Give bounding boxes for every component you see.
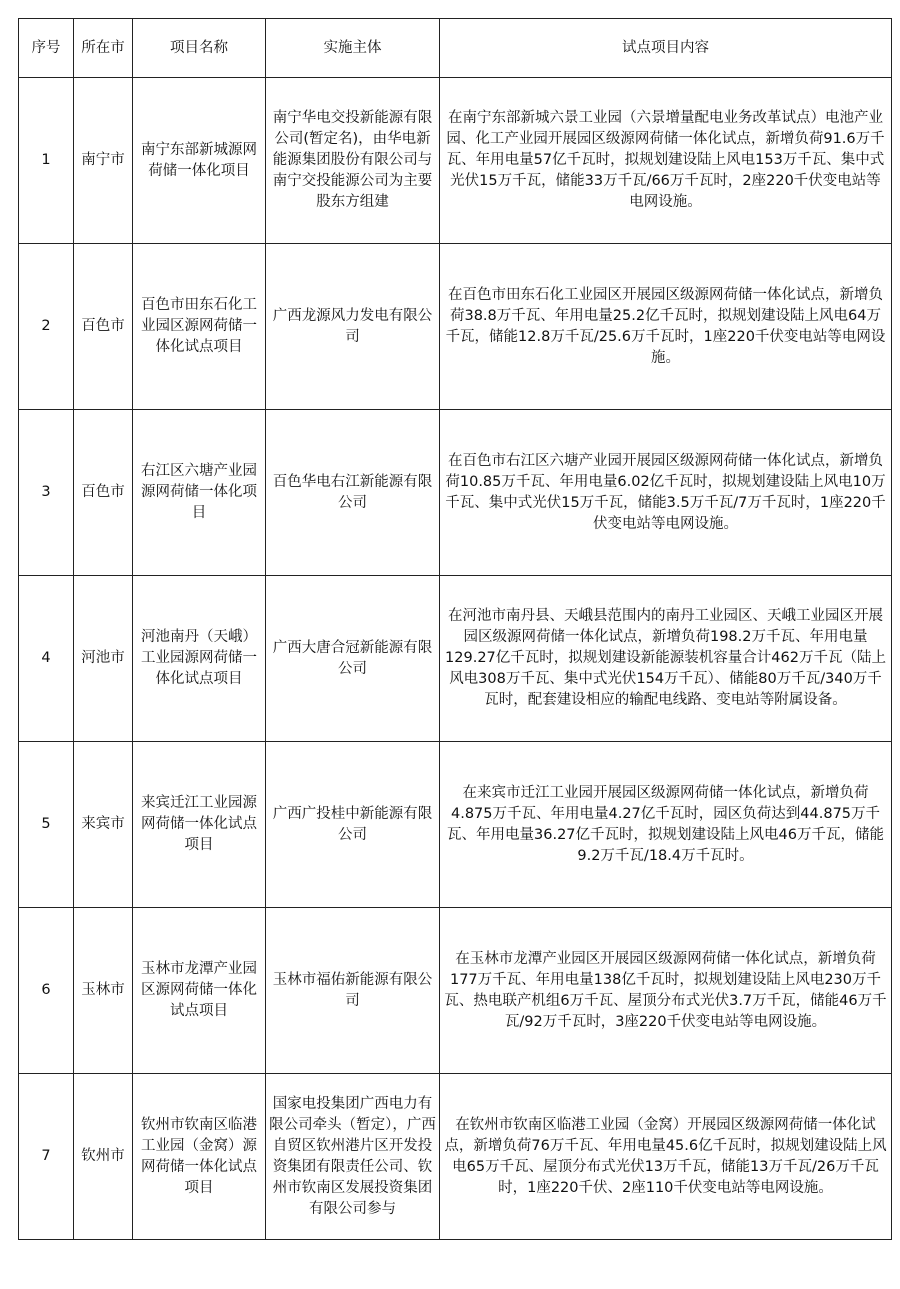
cell-no: 7 — [19, 1074, 74, 1240]
cell-no: 2 — [19, 244, 74, 410]
table-row — [19, 78, 892, 244]
cell-content: 在百色市右江区六塘产业园开展园区级源网荷储一体化试点，新增负荷10.85万千瓦、年用电量6.02亿千瓦时，拟规划建设陆上风电10万千瓦、集中式光伏15万千瓦，储能3.5万千瓦/7万千瓦时，1座220千伏变电站等电网设施。 — [440, 410, 892, 576]
cell-content: 在钦州市钦南区临港工业园（金窝）开展园区级源网荷储一体化试点，新增负荷76万千瓦、年用电量45.6亿千瓦时，拟规划建设陆上风电65万千瓦、屋顶分布式光伏13万千瓦，储能13万千瓦/26万千瓦时，1座220千伏、2座110千伏变电站等电网设施。 — [440, 1074, 892, 1240]
table-row — [19, 244, 892, 410]
header-entity: 实施主体 — [266, 19, 440, 78]
cell-entity: 国家电投集团广西电力有限公司牵头（暂定），广西自贸区钦州港片区开发投资集团有限责任公司、钦州市钦南区发展投资集团有限公司参与 — [266, 1074, 440, 1240]
cell-city: 钦州市 — [74, 1074, 133, 1240]
header-row — [19, 19, 892, 78]
cell-city: 河池市 — [74, 576, 133, 742]
cell-no: 3 — [19, 410, 74, 576]
cell-content: 在玉林市龙潭产业园区开展园区级源网荷储一体化试点，新增负荷177万千瓦、年用电量138亿千瓦时，拟规划建设陆上风电230万千瓦、热电联产机组6万千瓦、屋顶分布式光伏3.7万千瓦，储能46万千瓦/92万千瓦时，3座220千伏变电站等电网设施。 — [440, 908, 892, 1074]
pilot-projects-table — [18, 18, 892, 1240]
cell-project-name: 百色市田东石化工业园区源网荷储一体化试点项目 — [133, 244, 266, 410]
cell-entity: 广西大唐合冠新能源有限公司 — [266, 576, 440, 742]
table-row — [19, 908, 892, 1074]
header-no: 序号 — [19, 19, 74, 78]
cell-no: 5 — [19, 742, 74, 908]
table-row — [19, 576, 892, 742]
header-project-name: 项目名称 — [133, 19, 266, 78]
cell-no: 4 — [19, 576, 74, 742]
cell-project-name: 右江区六塘产业园源网荷储一体化项目 — [133, 410, 266, 576]
cell-content: 在来宾市迁江工业园开展园区级源网荷储一体化试点，新增负荷4.875万千瓦、年用电量4.27亿千瓦时，园区负荷达到44.875万千瓦、年用电量36.27亿千瓦时，拟规划建设陆上风电46万千瓦，储能9.2万千瓦/18.4万千瓦时。 — [440, 742, 892, 908]
cell-entity: 广西龙源风力发电有限公司 — [266, 244, 440, 410]
cell-content: 在南宁东部新城六景工业园（六景增量配电业务改革试点）电池产业园、化工产业园开展园区级源网荷储一体化试点，新增负荷91.6万千瓦、年用电量57亿千瓦时，拟规划建设陆上风电153万千瓦、集中式光伏15万千瓦，储能33万千瓦/66万千瓦时，2座220千伏变电站等电网设施。 — [440, 78, 892, 244]
table-row — [19, 410, 892, 576]
cell-project-name: 来宾迁江工业园源网荷储一体化试点项目 — [133, 742, 266, 908]
cell-city: 南宁市 — [74, 78, 133, 244]
header-city: 所在市 — [74, 19, 133, 78]
header-content: 试点项目内容 — [440, 19, 892, 78]
cell-city: 百色市 — [74, 410, 133, 576]
cell-content: 在河池市南丹县、天峨县范围内的南丹工业园区、天峨工业园区开展园区级源网荷储一体化试点，新增负荷198.2万千瓦、年用电量129.27亿千瓦时，拟规划建设新能源装机容量合计462万千瓦（陆上风电308万千瓦、集中式光伏154万千瓦）、储能80万千瓦/340万千瓦时，配套建设相应的输配电线路、变电站等附属设备。 — [440, 576, 892, 742]
table-row — [19, 1074, 892, 1240]
cell-entity: 玉林市福佑新能源有限公司 — [266, 908, 440, 1074]
cell-city: 来宾市 — [74, 742, 133, 908]
cell-project-name: 南宁东部新城源网荷储一体化项目 — [133, 78, 266, 244]
cell-city: 玉林市 — [74, 908, 133, 1074]
cell-entity: 南宁华电交投新能源有限公司(暂定名)，由华电新能源集团股份有限公司与南宁交投能源公司为主要股东方组建 — [266, 78, 440, 244]
cell-entity: 百色华电右江新能源有限公司 — [266, 410, 440, 576]
cell-no: 6 — [19, 908, 74, 1074]
cell-project-name: 钦州市钦南区临港工业园（金窝）源网荷储一体化试点项目 — [133, 1074, 266, 1240]
cell-entity: 广西广投桂中新能源有限公司 — [266, 742, 440, 908]
table-row — [19, 742, 892, 908]
cell-city: 百色市 — [74, 244, 133, 410]
cell-no: 1 — [19, 78, 74, 244]
cell-project-name: 河池南丹（天峨）工业园源网荷储一体化试点项目 — [133, 576, 266, 742]
cell-content: 在百色市田东石化工业园区开展园区级源网荷储一体化试点，新增负荷38.8万千瓦、年用电量25.2亿千瓦时，拟规划建设陆上风电64万千瓦，储能12.8万千瓦/25.6万千瓦时，1座220千伏变电站等电网设施。 — [440, 244, 892, 410]
cell-project-name: 玉林市龙潭产业园区源网荷储一体化试点项目 — [133, 908, 266, 1074]
